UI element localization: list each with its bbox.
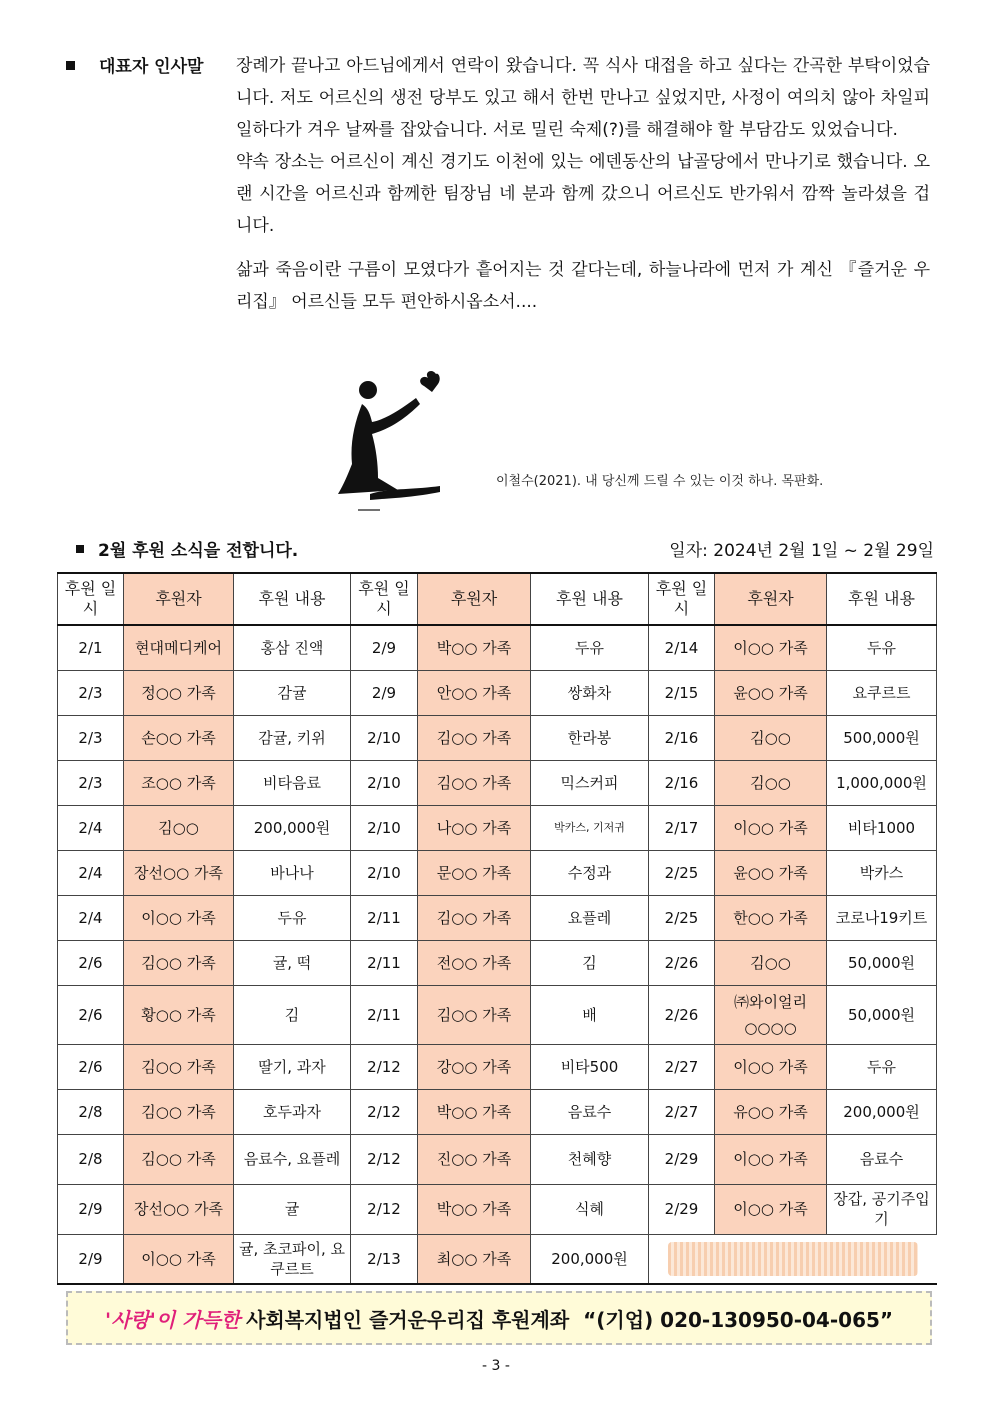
donor-name: 이○○ 가족: [715, 1044, 827, 1089]
donor-name: 장선○○ 가족: [124, 1184, 234, 1234]
donation-date: 2/27: [649, 1089, 715, 1134]
donor-name: 최○○ 가족: [418, 1234, 531, 1284]
table-row: [58, 670, 937, 715]
donor-name: 이○○ 가족: [124, 1234, 234, 1284]
donation-date: 2/11: [351, 985, 418, 1044]
donor-name: 강○○ 가족: [418, 1044, 531, 1089]
table-row: [58, 1134, 937, 1184]
greeting-paragraph-3: 삶과 죽음이란 구름이 모였다가 흩어지는 것 같다는데, 하늘나라에 먼저 가 계신 『즐거운 우리집』 어르신들 모두 편안하시옵소서....: [236, 260, 930, 312]
donation-content: 비타1000: [827, 805, 937, 850]
donor-name: 현대메디케어: [124, 625, 234, 670]
donor-name: 나○○ 가족: [418, 805, 531, 850]
donation-date: 2/16: [649, 760, 715, 805]
donor-name: 이○○ 가족: [715, 1134, 827, 1184]
donor-name: 김○○ 가족: [418, 895, 531, 940]
donation-date: 2/6: [58, 985, 124, 1044]
donation-content: 김: [531, 940, 649, 985]
donation-content: 식혜: [531, 1184, 649, 1234]
donation-date: 2/25: [649, 895, 715, 940]
donor-name: 김○○: [715, 715, 827, 760]
donation-date: 2/25: [649, 850, 715, 895]
donation-content: 감귤: [234, 670, 351, 715]
donor-name: 장선○○ 가족: [124, 850, 234, 895]
donor-name: 이○○ 가족: [715, 625, 827, 670]
donation-date: 2/12: [351, 1134, 418, 1184]
donation-content: 코로나19키트: [827, 895, 937, 940]
greeting-body: [236, 50, 930, 318]
table-header-row: [58, 573, 937, 625]
donation-date: 2/12: [351, 1089, 418, 1134]
header-date: 후원 일시: [649, 573, 715, 625]
account-number: “(기업) 020-130950-04-065”: [583, 1307, 894, 1332]
donation-date: 2/10: [351, 850, 418, 895]
donation-date: 2/4: [58, 805, 124, 850]
donation-date: 2/12: [351, 1044, 418, 1089]
greeting-title-text: 대표자 인사말: [99, 57, 204, 77]
donation-content: 두유: [531, 625, 649, 670]
square-bullet-icon: [66, 61, 75, 70]
donation-date: 2/8: [58, 1134, 124, 1184]
table-row: [58, 985, 937, 1044]
header-date: 후원 일시: [58, 573, 124, 625]
artwork-caption: 이철수(2021). 내 당신께 드릴 수 있는 이것 하나. 목판화.: [496, 474, 824, 489]
donation-content: 비타음료: [234, 760, 351, 805]
table-row: [58, 940, 937, 985]
donation-date: 2/17: [649, 805, 715, 850]
donation-date: 2/10: [351, 805, 418, 850]
donation-content: 요쿠르트: [827, 670, 937, 715]
donor-name: 김○○ 가족: [124, 1089, 234, 1134]
donation-content: 200,000원: [531, 1234, 649, 1284]
donations-table: [57, 572, 937, 1285]
date-range: 일자: 2024년 2월 1일 ~ 2월 29일: [669, 541, 934, 561]
header-donor: 후원자: [124, 573, 234, 625]
donation-date: 2/29: [649, 1134, 715, 1184]
donation-date: 2/3: [58, 760, 124, 805]
table-row: [58, 805, 937, 850]
donor-name: 황○○ 가족: [124, 985, 234, 1044]
donation-date: 2/11: [351, 895, 418, 940]
donation-content: 1,000,000원: [827, 760, 937, 805]
donation-content: 500,000원: [827, 715, 937, 760]
donor-name: 정○○ 가족: [124, 670, 234, 715]
donation-content: 음료수, 요플레: [234, 1134, 351, 1184]
donation-date: 2/11: [351, 940, 418, 985]
donor-name: 김○○ 가족: [418, 985, 531, 1044]
donor-name: 이○○ 가족: [124, 895, 234, 940]
donation-date: 2/16: [649, 715, 715, 760]
donation-date: 2/4: [58, 895, 124, 940]
donation-content: 200,000원: [234, 805, 351, 850]
donation-content: 음료수: [531, 1089, 649, 1134]
donor-name: 한○○ 가족: [715, 895, 827, 940]
donation-date: 2/26: [649, 940, 715, 985]
donation-content: 귤, 초코파이, 요쿠르트: [234, 1234, 351, 1284]
donor-name: 윤○○ 가족: [715, 670, 827, 715]
donation-content: 감귤, 키위: [234, 715, 351, 760]
donor-name: 이○○ 가족: [715, 1184, 827, 1234]
donation-content: 50,000원: [827, 985, 937, 1044]
donation-content: 호두과자: [234, 1089, 351, 1134]
donor-name: 김○○: [124, 805, 234, 850]
donation-content: 천혜향: [531, 1134, 649, 1184]
donation-content: 믹스커피: [531, 760, 649, 805]
donation-content: 귤, 떡: [234, 940, 351, 985]
donor-name: 유○○ 가족: [715, 1089, 827, 1134]
donation-date: 2/3: [58, 715, 124, 760]
table-row: [58, 1184, 937, 1234]
donation-date: 2/15: [649, 670, 715, 715]
header-content: 후원 내용: [531, 573, 649, 625]
donation-content: 홍삼 진액: [234, 625, 351, 670]
kneeling-figure-woodcut-image: [318, 360, 458, 520]
donation-content: 박카스: [827, 850, 937, 895]
donor-name: 김○○: [715, 760, 827, 805]
donation-date: 2/10: [351, 760, 418, 805]
donation-content: 배: [531, 985, 649, 1044]
donor-name: 김○○ 가족: [418, 715, 531, 760]
donor-name: 문○○ 가족: [418, 850, 531, 895]
header-content: 후원 내용: [827, 573, 937, 625]
donation-date: 2/27: [649, 1044, 715, 1089]
donor-name: 조○○ 가족: [124, 760, 234, 805]
donation-content: 200,000원: [827, 1089, 937, 1134]
donor-name: 이○○ 가족: [715, 805, 827, 850]
donor-name: 김○○ 가족: [418, 760, 531, 805]
donation-account-banner: [66, 1291, 932, 1345]
donor-name: 박○○ 가족: [418, 625, 531, 670]
donor-name: 윤○○ 가족: [715, 850, 827, 895]
header-content: 후원 내용: [234, 573, 351, 625]
donor-name: 김○○ 가족: [124, 1134, 234, 1184]
donation-content: 음료수: [827, 1134, 937, 1184]
donor-name: 전○○ 가족: [418, 940, 531, 985]
donation-content: 비타500: [531, 1044, 649, 1089]
donation-date: 2/9: [58, 1234, 124, 1284]
donor-name: 김○○ 가족: [124, 940, 234, 985]
donation-content: 두유: [234, 895, 351, 940]
donor-name: 안○○ 가족: [418, 670, 531, 715]
donation-content: 한라봉: [531, 715, 649, 760]
table-row: [58, 1234, 937, 1284]
donor-name: ㈜와이얼리 ○○○○: [715, 985, 827, 1044]
donation-date: 2/6: [58, 940, 124, 985]
greeting-paragraph-1: 장례가 끝나고 아드님에게서 연락이 왔습니다. 꼭 식사 대접을 하고 싶다는 간곡한 부탁이었습니다. 저도 어르신의 생전 당부도 있고 해서 한번 만나고 싶었지만, 사정이 여의치 않아 차일피일하다가 겨우 날짜를 잡았습니다. 서로 밀린 숙제(?)를 해결해야 할 부담감도 있었습니다.: [236, 56, 930, 140]
greeting-paragraph-2: 약속 장소는 어르신이 계신 경기도 이천에 있는 에덴동산의 납골당에서 만나기로 했습니다. 오랜 시간을 어르신과 함께한 팀장님 네 분과 함께 갔으니 어르신도 반가워서 깜짝 놀라셨을 겁니다.: [236, 152, 930, 236]
decorative-cell: [649, 1234, 937, 1284]
donation-content: 귤: [234, 1184, 351, 1234]
header-donor: 후원자: [715, 573, 827, 625]
donor-name: 박○○ 가족: [418, 1089, 531, 1134]
greeting-title: [66, 52, 203, 77]
donation-date: 2/13: [351, 1234, 418, 1284]
table-row: [58, 760, 937, 805]
donation-date: 2/4: [58, 850, 124, 895]
donation-content: 김: [234, 985, 351, 1044]
donation-content: 요플레: [531, 895, 649, 940]
table-row: [58, 850, 937, 895]
table-row: [58, 715, 937, 760]
donor-name: 진○○ 가족: [418, 1134, 531, 1184]
donor-name: 김○○ 가족: [124, 1044, 234, 1089]
donations-title: [76, 536, 298, 561]
donation-date: 2/1: [58, 625, 124, 670]
donation-content: 두유: [827, 1044, 937, 1089]
donation-content: 두유: [827, 625, 937, 670]
donation-date: 2/12: [351, 1184, 418, 1234]
donation-date: 2/3: [58, 670, 124, 715]
donation-content: 장갑, 공기주입기: [827, 1184, 937, 1234]
donation-date: 2/6: [58, 1044, 124, 1089]
decorative-pattern-image: [668, 1242, 918, 1276]
header-date: 후원 일시: [351, 573, 418, 625]
header-donor: 후원자: [418, 573, 531, 625]
account-org-text: 사회복지법인 즐거운우리집 후원계좌: [246, 1307, 570, 1332]
table-row: [58, 1089, 937, 1134]
table-row: [58, 625, 937, 670]
donor-name: 손○○ 가족: [124, 715, 234, 760]
donation-date: 2/10: [351, 715, 418, 760]
donation-date: 2/9: [351, 670, 418, 715]
donation-content: 박카스, 기저귀: [531, 805, 649, 850]
page-number: - 3 -: [482, 1358, 510, 1374]
donation-date: 2/9: [351, 625, 418, 670]
square-bullet-icon: [76, 545, 84, 553]
donation-date: 2/29: [649, 1184, 715, 1234]
donation-date: 2/14: [649, 625, 715, 670]
table-row: [58, 895, 937, 940]
donation-date: 2/9: [58, 1184, 124, 1234]
donation-content: 딸기, 과자: [234, 1044, 351, 1089]
donor-name: 박○○ 가족: [418, 1184, 531, 1234]
donation-content: 쌍화차: [531, 670, 649, 715]
donation-date: 2/8: [58, 1089, 124, 1134]
love-tagline: '사랑'이 가득한: [104, 1307, 241, 1332]
donation-content: 수정과: [531, 850, 649, 895]
donor-name: 김○○: [715, 940, 827, 985]
donation-content: 50,000원: [827, 940, 937, 985]
table-row: [58, 1044, 937, 1089]
donations-title-text: 2월 후원 소식을 전합니다.: [98, 541, 299, 561]
donation-date: 2/26: [649, 985, 715, 1044]
donation-content: 바나나: [234, 850, 351, 895]
